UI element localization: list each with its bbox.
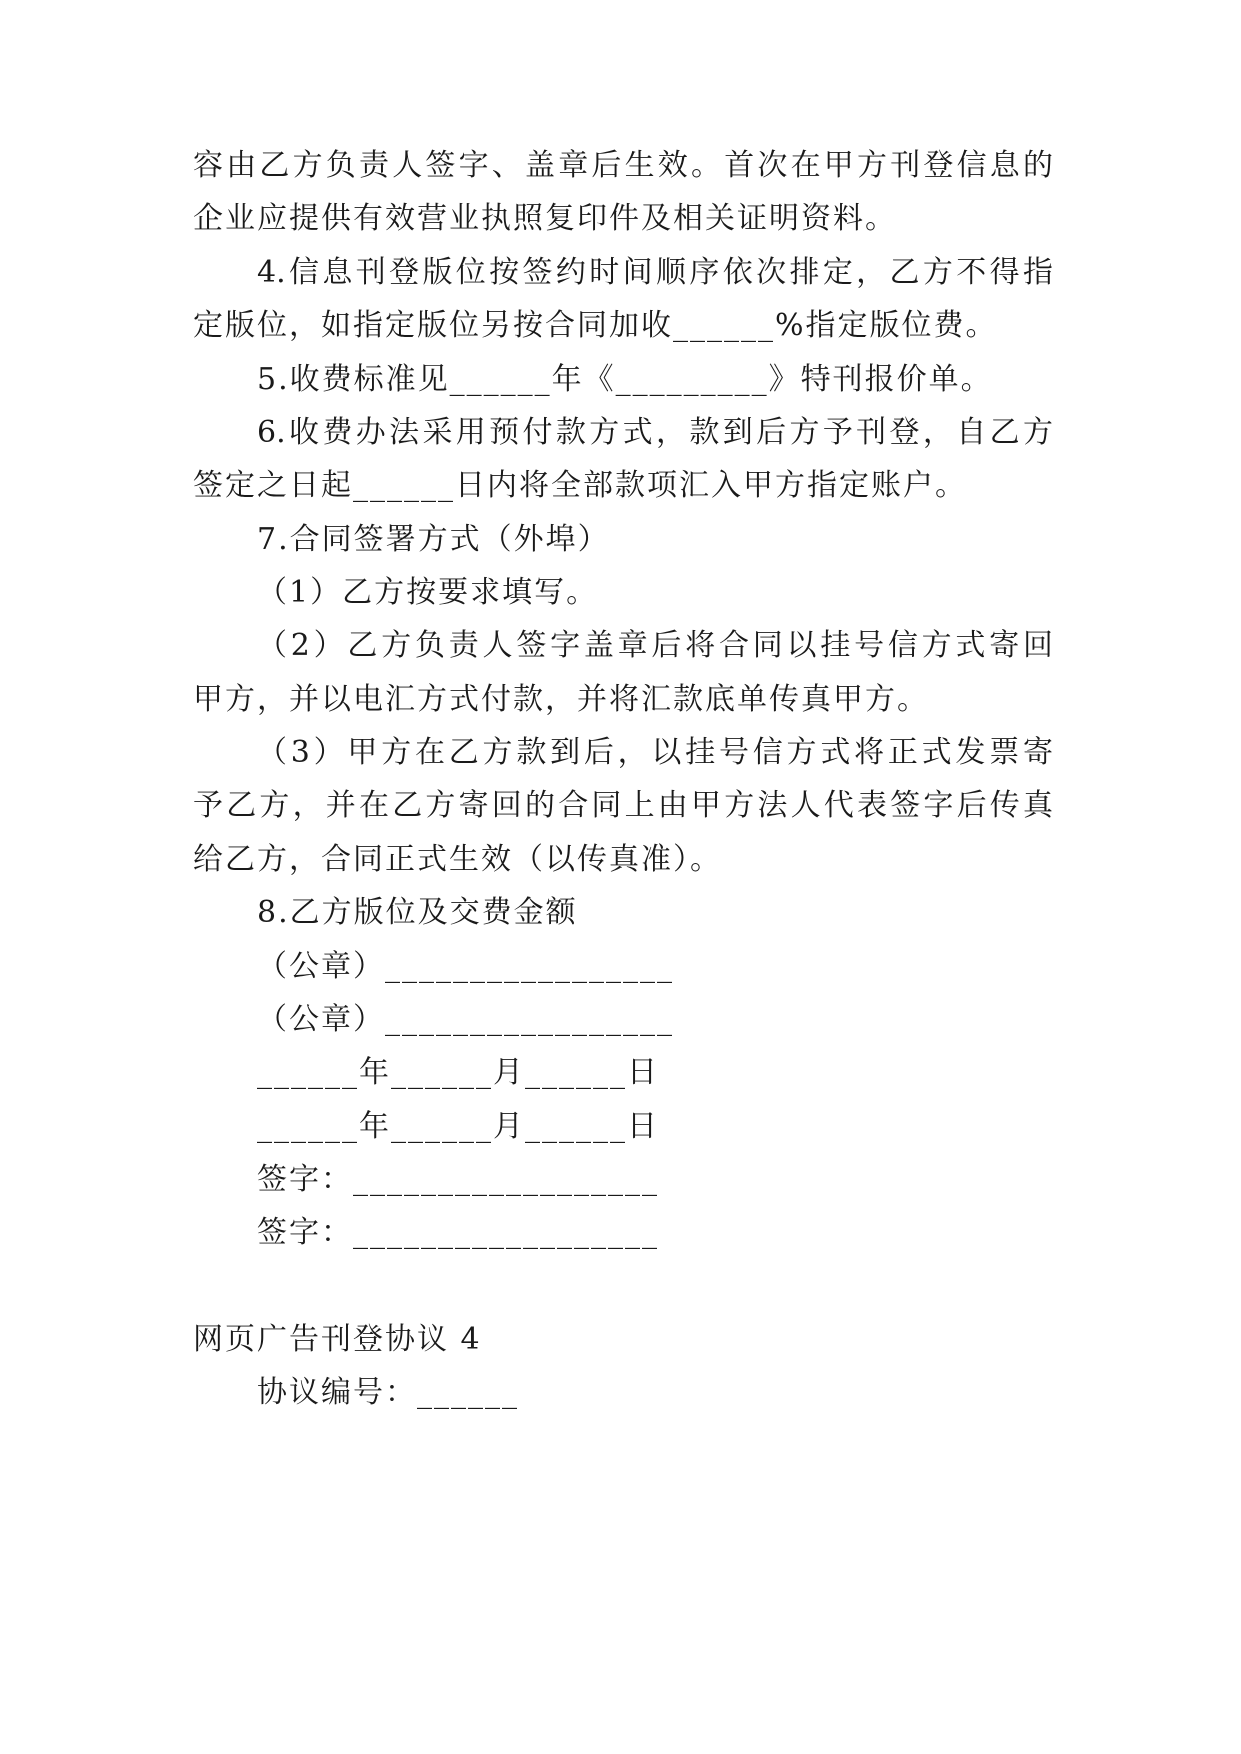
clause-8-heading: 8.乙方版位及交费金额 (257, 895, 578, 930)
clause-6-continuation: 签定之日起______日内将全部款项汇入甲方指定账户。 (193, 468, 967, 503)
clause-6-line: 6.收费办法采用预付款方式，款到后方予刊登，自乙方 (257, 415, 1053, 450)
clause-7-item-2: （2）乙方负责人签字盖章后将合同以挂号信方式寄回 (257, 628, 1053, 663)
clause-7-item-3: （3）甲方在乙方款到后，以挂号信方式将正式发票寄 (257, 735, 1053, 770)
clause-7-item-3-continuation: 予乙方，并在乙方寄回的合同上由甲方法人代表签字后传真 (193, 788, 1053, 823)
clause-4-continuation: 定版位，如指定版位另按合同加收______%指定版位费。 (193, 308, 998, 343)
signature-field-party-a: 签字：__________________ (257, 1162, 659, 1197)
date-field-party-b: ______年______月______日 (257, 1109, 659, 1144)
agreement-number: 协议编号：______ (257, 1375, 519, 1410)
section-title: 网页广告刊登协议 4 (193, 1322, 482, 1357)
seal-field-party-b: （公章）_________________ (257, 1002, 674, 1037)
date-field-party-a: ______年______月______日 (257, 1055, 659, 1090)
paragraph-line: 容由乙方负责人签字、盖章后生效。首次在甲方刊登信息的 (193, 148, 1053, 183)
seal-field-party-a: （公章）_________________ (257, 949, 674, 984)
signature-field-party-b: 签字：__________________ (257, 1215, 659, 1250)
clause-5: 5.收费标准见______年《_________》特刊报价单。 (257, 362, 993, 397)
clause-7-heading: 7.合同签署方式（外埠） (257, 522, 610, 557)
clause-4-line: 4.信息刊登版位按签约时间顺序依次排定，乙方不得指 (257, 255, 1053, 290)
clause-7-item-2-continuation: 甲方，并以电汇方式付款，并将汇款底单传真甲方。 (193, 682, 929, 717)
clause-7-item-3-end: 给乙方，合同正式生效（以传真准）。 (193, 842, 722, 877)
paragraph-line: 企业应提供有效营业执照复印件及相关证明资料。 (193, 201, 897, 236)
clause-7-item-1: （1）乙方按要求填写。 (257, 575, 599, 610)
